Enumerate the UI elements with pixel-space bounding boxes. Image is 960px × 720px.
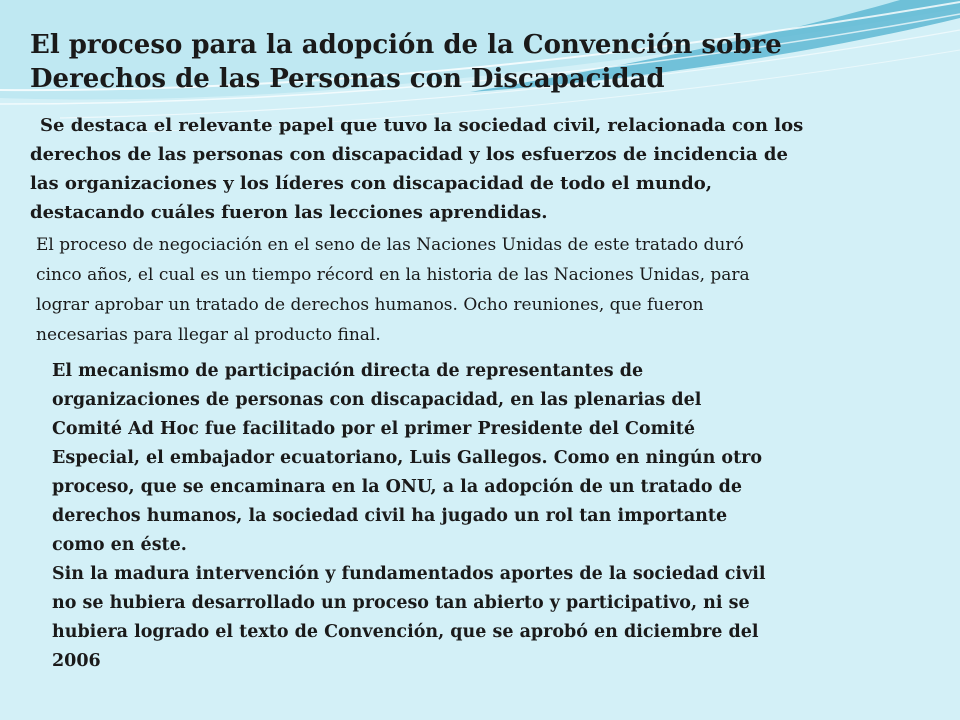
- paragraph-participation-mechanism: [52, 357, 932, 676]
- text-line: no se hubiera desarrollado un proceso tan abierto y participativo, ni se: [52, 593, 750, 613]
- text-line: como en éste.: [52, 535, 187, 555]
- text-line: Se destaca el relevante papel que tuvo la sociedad civil, relacionada con los: [40, 115, 804, 136]
- title-line: Derechos de las Personas con Discapacidad: [30, 64, 665, 94]
- text-line: El proceso de negociación en el seno de las Naciones Unidas de este tratado duró: [36, 235, 744, 255]
- text-line: 2006: [52, 651, 101, 671]
- text-line: cinco años, el cual es un tiempo récord en la historia de las Naciones Unidas, para: [36, 265, 750, 285]
- paragraph-civil-society: [30, 111, 930, 227]
- text-line: proceso, que se encaminara en la ONU, a la adopción de un tratado de: [52, 477, 742, 497]
- slide-title: [30, 28, 910, 96]
- title-line: El proceso para la adopción de la Convención sobre: [30, 30, 782, 60]
- text-line: lograr aprobar un tratado de derechos humanos. Ocho reuniones, que fueron: [36, 295, 704, 315]
- text-line: necesarias para llegar al producto final.: [36, 325, 381, 345]
- paragraph-negotiation-process: [36, 230, 936, 350]
- text-line: derechos de las personas con discapacidad y los esfuerzos de incidencia de: [30, 144, 788, 165]
- text-line: destacando cuáles fueron las lecciones aprendidas.: [30, 202, 548, 223]
- text-line: organizaciones de personas con discapacidad, en las plenarias del: [52, 390, 702, 410]
- text-line: El mecanismo de participación directa de representantes de: [52, 361, 644, 381]
- text-line: las organizaciones y los líderes con discapacidad de todo el mundo,: [30, 173, 712, 194]
- text-line: hubiera logrado el texto de Convención, que se aprobó en diciembre del: [52, 622, 759, 642]
- text-line: Especial, el embajador ecuatoriano, Luis Gallegos. Como en ningún otro: [52, 448, 763, 468]
- text-line: Sin la madura intervención y fundamentados aportes de la sociedad civil: [52, 564, 766, 584]
- text-line: Comité Ad Hoc fue facilitado por el primer Presidente del Comité: [52, 419, 695, 439]
- text-line: derechos humanos, la sociedad civil ha jugado un rol tan importante: [52, 506, 728, 526]
